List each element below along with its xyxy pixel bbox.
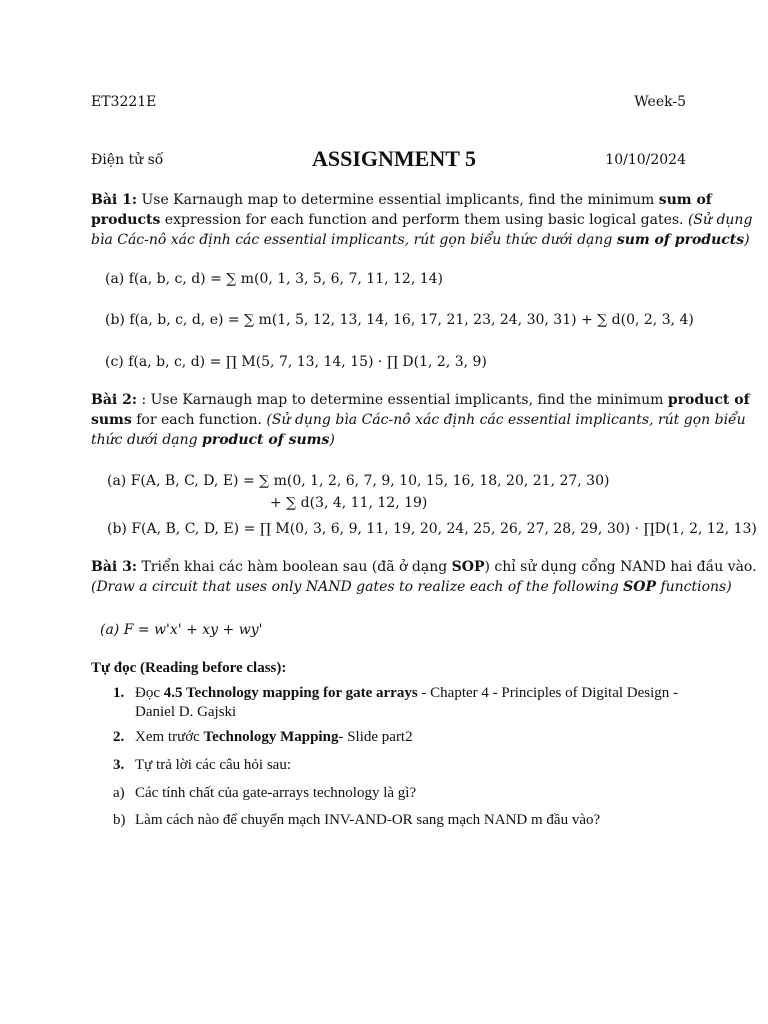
reading-item-1-number: 1. [113, 685, 125, 701]
week-label: Week-5 [634, 94, 686, 110]
bai2-line3: thức dưới dạng product of sums) [91, 432, 335, 448]
bai3-part-a: (a) F = w'x' + xy + wy' [100, 622, 263, 638]
bai1-line2: products expression for each function and perform them using basic logical gates. (Sử dụng [91, 212, 753, 228]
reading-item-3-number: 3. [113, 757, 125, 773]
reading-sub-b: Làm cách nào để chuyển mạch INV-AND-OR sang mạch NAND m đầu vào? [135, 812, 601, 828]
reading-item-2: Xem trước Technology Mapping- Slide part2 [135, 729, 413, 745]
bai1-part-a: (a) f(a, b, c, d) = ∑ m(0, 1, 3, 5, 6, 7, 11, 12, 14) [105, 271, 444, 287]
course-code: ET3221E [91, 94, 157, 110]
reading-sub-a: Các tính chất của gate-arrays technology là gì? [135, 785, 417, 801]
reading-item-1-line2: Daniel D. Gajski [135, 704, 237, 720]
bai2-part-a-line1: (a) F(A, B, C, D, E) = ∑ m(0, 1, 2, 6, 7, 9, 10, 15, 16, 18, 20, 21, 27, 30) [107, 473, 610, 489]
bai2-label: Bài 2: [91, 392, 138, 408]
bai2-part-b: (b) F(A, B, C, D, E) = ∏ M(0, 3, 6, 9, 11, 19, 20, 24, 25, 26, 27, 28, 29, 30) · ∏D(1, 2, 12, 13) [107, 521, 757, 537]
reading-item-2-number: 2. [113, 729, 125, 745]
bai2-part-a-line2: + ∑ d(3, 4, 11, 12, 19) [270, 495, 428, 511]
reading-item-3: Tự trả lời các câu hỏi sau: [135, 757, 291, 773]
reading-heading: Tự đọc (Reading before class): [91, 660, 287, 676]
bai1-line3: bìa Các-nô xác định các essential implicants, rút gọn biểu thức dưới dạng sum of products) [91, 232, 750, 248]
bai3-line2: (Draw a circuit that uses only NAND gates to realize each of the following SOP functions) [91, 579, 732, 595]
page-title: ASSIGNMENT 5 [312, 146, 477, 171]
bai1-line1: Bài 1: Use Karnaugh map to determine essential implicants, find the minimum sum of [91, 192, 712, 208]
date-label: 10/10/2024 [605, 152, 686, 168]
bai1-part-c: (c) f(a, b, c, d) = ∏ M(5, 7, 13, 14, 15) · ∏ D(1, 2, 3, 9) [105, 354, 487, 370]
bai1-part-b: (b) f(a, b, c, d, e) = ∑ m(1, 5, 12, 13, 14, 16, 17, 21, 23, 24, 30, 31) + ∑ d(0, 2, 3, 4) [105, 312, 694, 328]
reading-item-1: Đọc 4.5 Technology mapping for gate arrays - Chapter 4 - Principles of Digital Design - [135, 685, 679, 701]
bai3-label: Bài 3: [91, 559, 138, 575]
bai3-line1: Bài 3: Triển khai các hàm boolean sau (đã ở dạng SOP) chỉ sử dụng cổng NAND hai đầu vào. [91, 559, 757, 575]
reading-sub-b-number: b) [113, 812, 126, 828]
reading-sub-a-number: a) [113, 785, 125, 801]
bai2-line1: Bài 2: : Use Karnaugh map to determine essential implicants, find the minimum product of [91, 392, 750, 408]
bai2-line2: sums for each function. (Sử dụng bìa Các-nô xác định các essential implicants, rút gọn biểu [91, 412, 746, 428]
subject-label: Điện tử số [91, 152, 164, 168]
bai1-label: Bài 1: [91, 192, 138, 208]
